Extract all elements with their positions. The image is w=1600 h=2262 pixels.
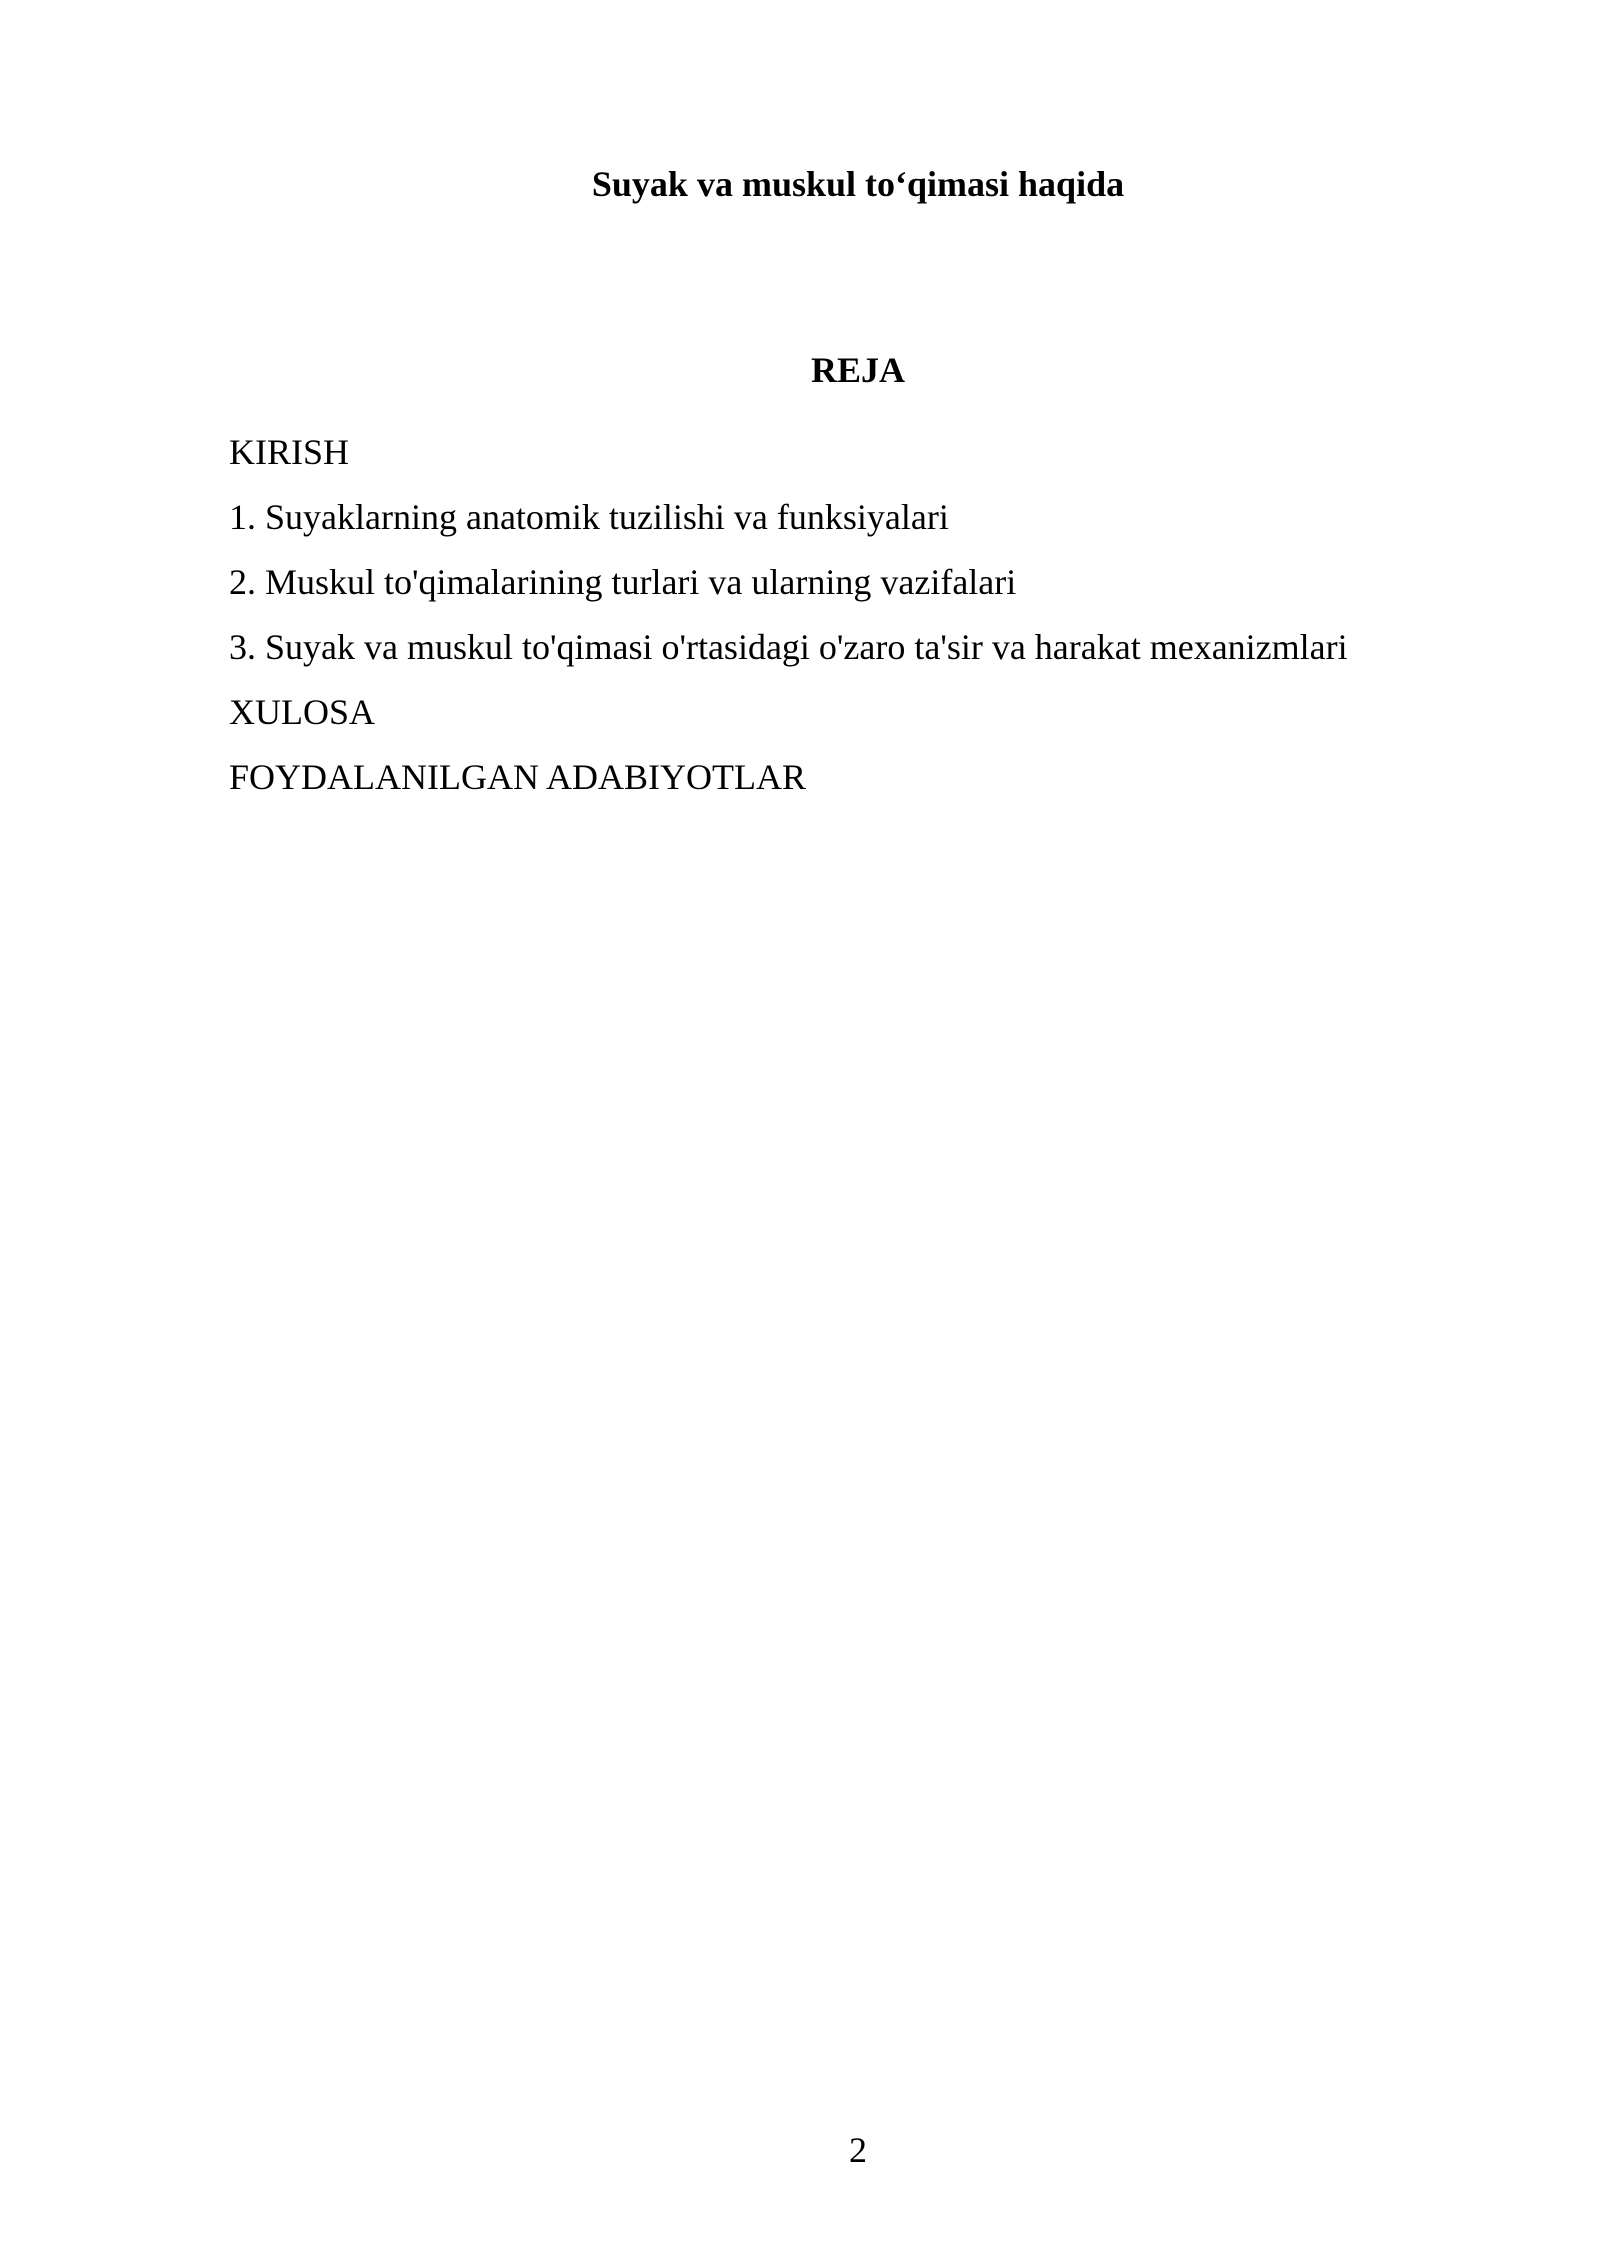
plan-item-conclusion: XULOSA xyxy=(229,692,376,732)
plan-item-introduction: KIRISH xyxy=(229,432,350,472)
plan-heading: REJA xyxy=(810,350,905,390)
plan-list xyxy=(229,420,1348,810)
document-title: Suyak va muskul to‘qimasi haqida xyxy=(591,164,1125,204)
page-number: 2 xyxy=(849,2130,867,2170)
plan-item-2: 2. Muskul to'qimalarining turlari va ularning vazifalari xyxy=(229,562,1017,602)
plan-item-references: FOYDALANILGAN ADABIYOTLAR xyxy=(229,757,806,797)
plan-item-1: 1. Suyaklarning anatomik tuzilishi va funksiyalari xyxy=(229,497,949,537)
plan-item-3: 3. Suyak va muskul to'qimasi o'rtasidagi o'zaro ta'sir va harakat mexanizmlari xyxy=(229,627,1348,667)
